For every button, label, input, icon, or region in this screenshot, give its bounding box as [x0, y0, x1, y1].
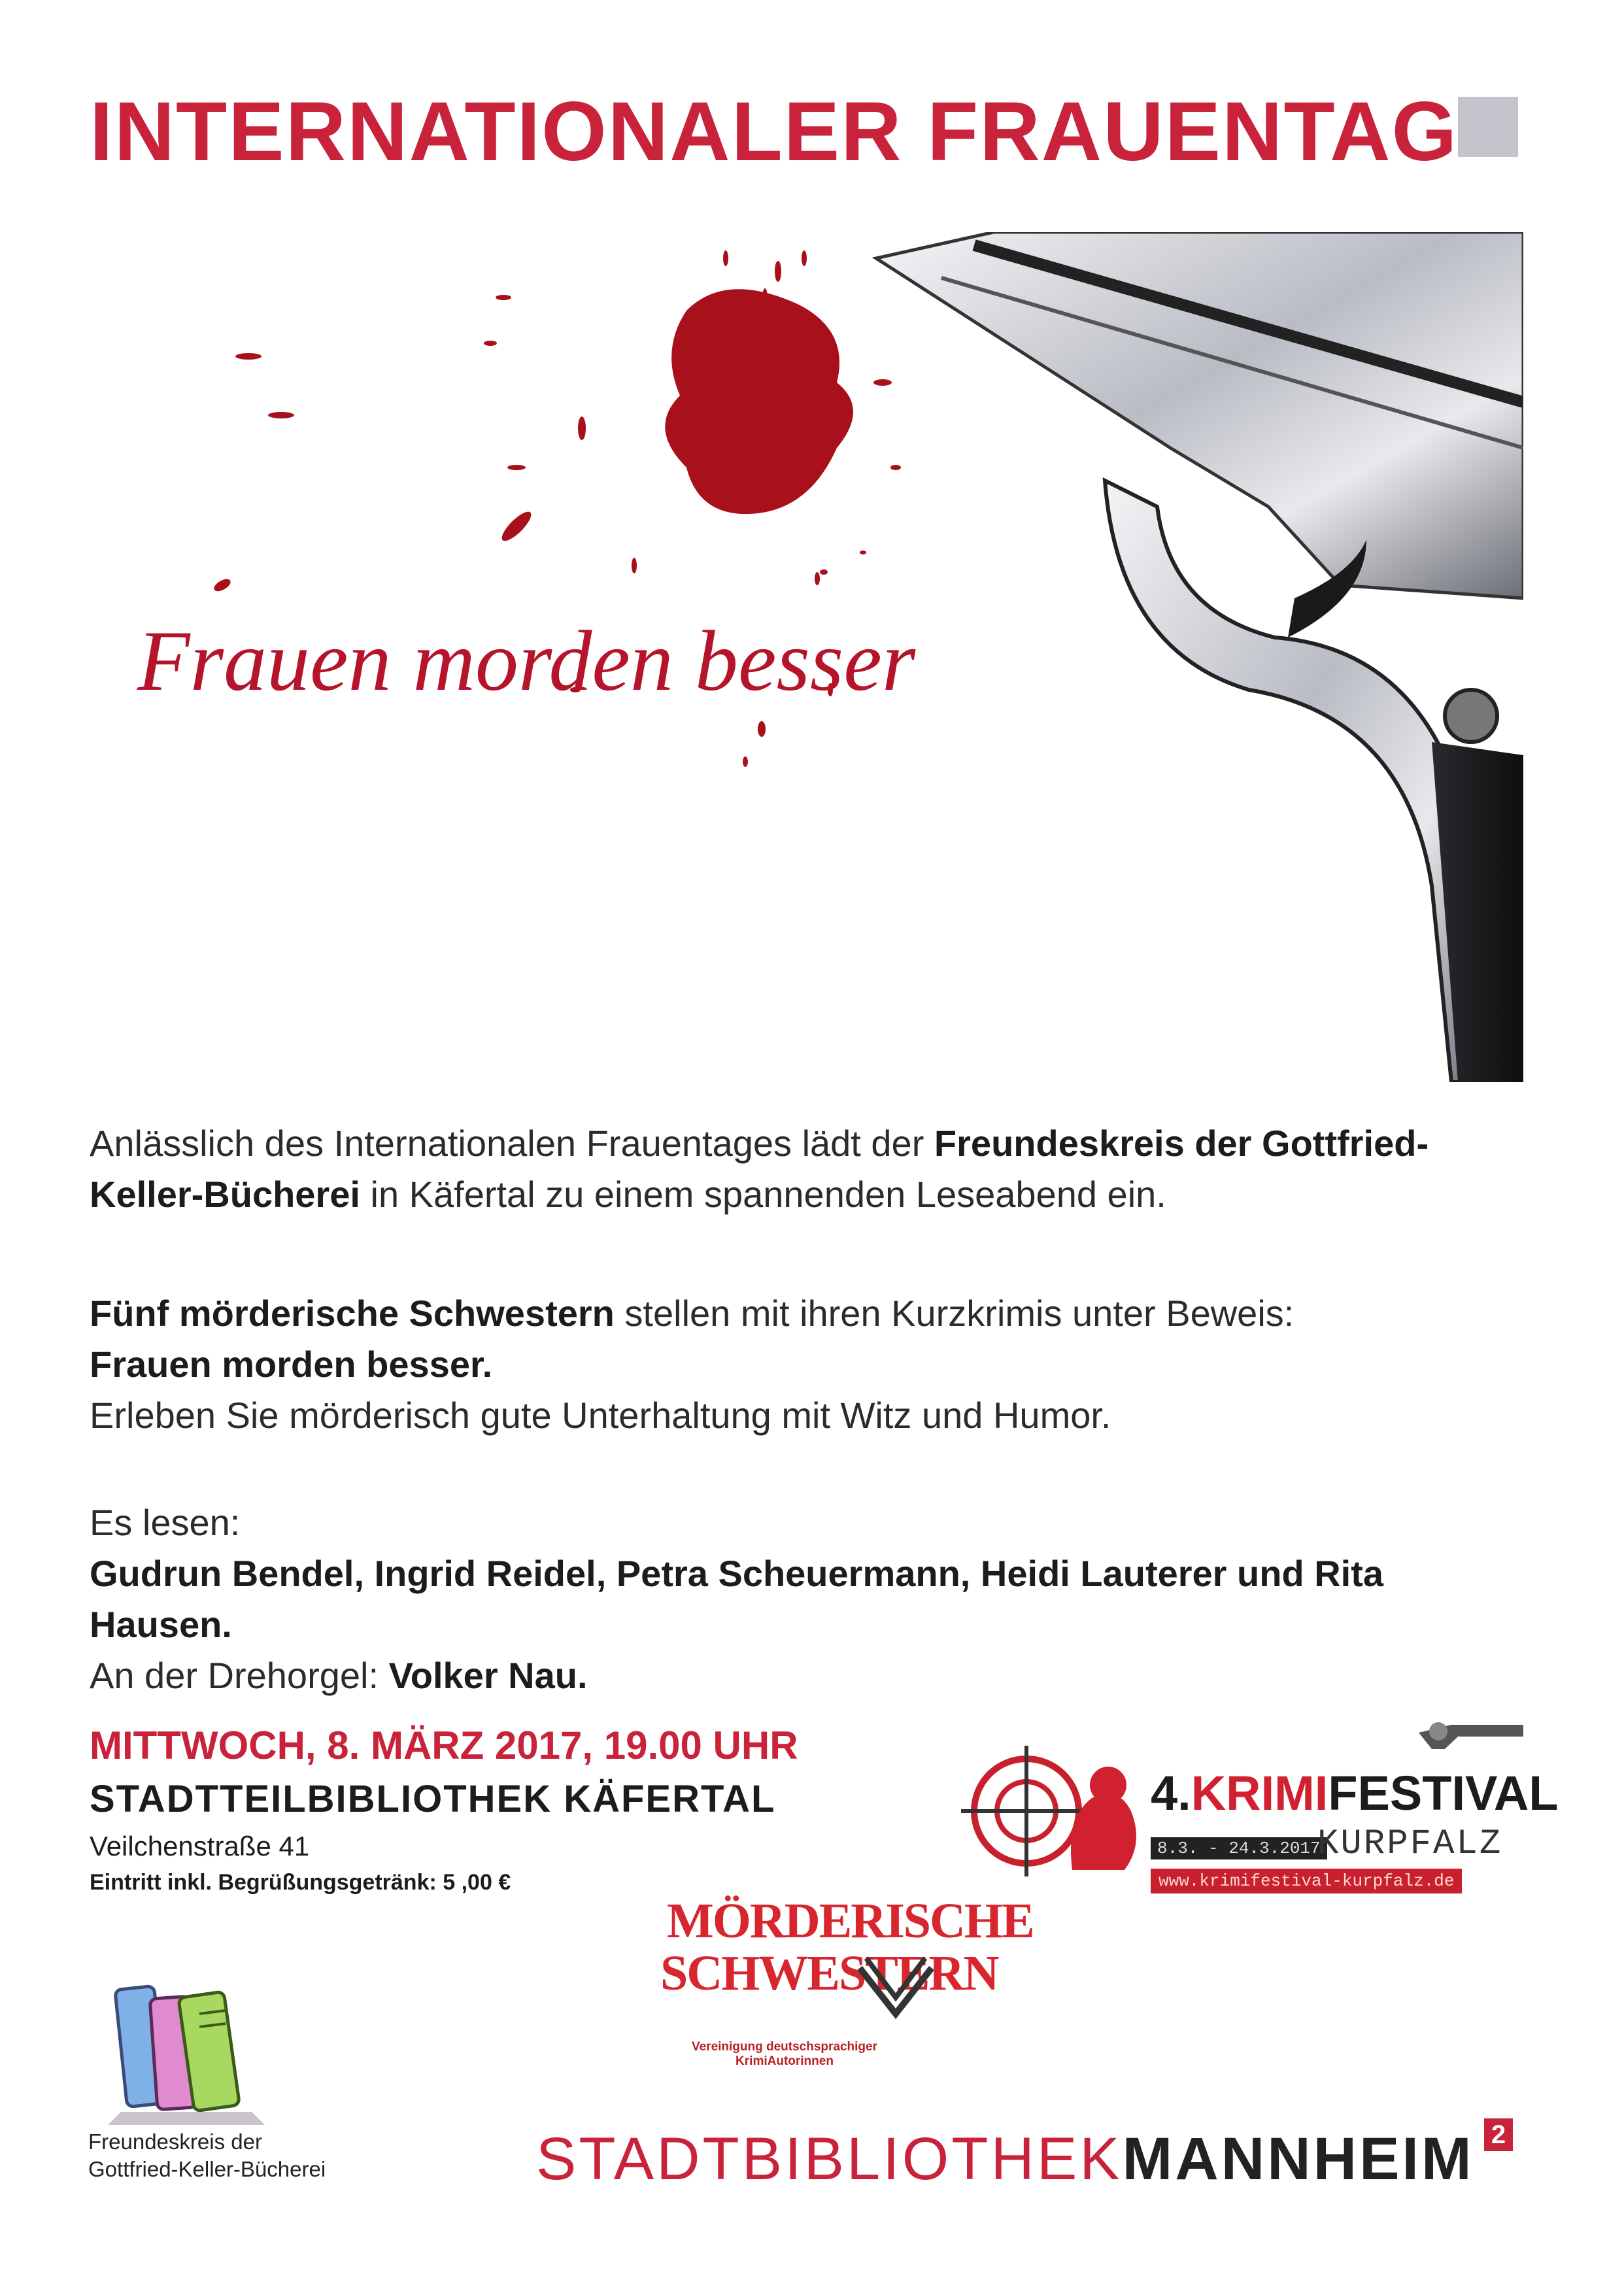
krimifestival-logo	[955, 1713, 1559, 1909]
page-title: INTERNATIONALER FRAUENTAG	[90, 85, 1459, 178]
intro-paragraph	[90, 1118, 1534, 1220]
hero-image	[124, 232, 1523, 1082]
theme-motto: Frauen morden besser.	[90, 1344, 493, 1385]
krimifestival-dates: 8.3. - 24.3.2017	[1151, 1837, 1327, 1859]
krimifestival-word-red: KRIMI	[1191, 1766, 1328, 1820]
mannheim-word: MANNHEIM	[1122, 2126, 1474, 2192]
ms-line2: SCHWESTERN	[660, 1946, 998, 2001]
intro-organizer: Freundeskreis der Gottfried-Keller-Bücherei	[90, 1123, 1429, 1215]
krimifestival-region: KURPFALZ	[1317, 1824, 1503, 1864]
organ-label: An der Drehorgel:	[90, 1655, 389, 1696]
event-street: Veilchenstraße 41	[90, 1831, 310, 1861]
krimifestival-title	[1151, 1765, 1559, 1821]
mannheim-superscript-badge: 2	[1484, 2118, 1513, 2151]
krimifestival-url: www.krimifestival-kurpfalz.de	[1151, 1869, 1462, 1893]
checkmark-icon	[856, 1948, 935, 2027]
theme-paragraph	[90, 1288, 1534, 1441]
stadtbibliothek-word: STADTBIBLIOTHEK	[536, 2126, 1123, 2192]
organ-player: Volker Nau.	[388, 1655, 588, 1696]
crosshair-icon	[955, 1739, 1151, 1883]
readers-names: Gudrun Bendel, Ingrid Reidel, Petra Scheuermann, Heidi Lauterer und Rita Hausen.	[90, 1553, 1384, 1645]
krimifestival-word-dark: FESTIVAL	[1328, 1766, 1559, 1820]
moerderische-schwestern-logo	[641, 1893, 1034, 2082]
event-venue: STADTTEILBIBLIOTHEK KÄFERTAL	[90, 1778, 776, 1820]
krimifestival-number: 4.	[1151, 1766, 1191, 1820]
freundeskreis-caption	[88, 2128, 326, 2183]
theme-text: stellen mit ihren Kurzkrimis unter Beweis:	[614, 1293, 1294, 1334]
theme-description: Erleben Sie mörderisch gute Unterhaltung mit Witz und Humor.	[90, 1395, 1111, 1436]
books-icon	[101, 1961, 271, 2131]
revolver-icon	[1412, 1713, 1530, 1752]
decorative-square	[1458, 97, 1518, 157]
event-date: MITTWOCH, 8. MÄRZ 2017, 19.00 UHR	[90, 1723, 798, 1767]
intro-text-c: in Käfertal zu einem spannenden Leseabend ein.	[360, 1174, 1166, 1215]
ms-subtitle-2: KrimiAutorinnen	[736, 2054, 834, 2068]
gun-and-blood-illustration	[124, 232, 1523, 1082]
readers-label: Es lesen:	[90, 1502, 241, 1543]
books-logo	[101, 1961, 271, 2131]
event-fee: Eintritt inkl. Begrüßungsgetränk: 5 ,00 €	[90, 1870, 511, 1895]
stadtbibliothek-logo	[536, 2125, 1474, 2194]
ms-line1: MÖRDERISCHE	[667, 1893, 1034, 1948]
intro-text-a: Anlässlich des Internationalen Frauentages lädt der	[90, 1123, 934, 1164]
theme-authors: Fünf mörderische Schwestern	[90, 1293, 615, 1334]
readers-paragraph	[90, 1497, 1534, 1701]
freundeskreis-line2: Gottfried-Keller-Bücherei	[88, 2157, 326, 2181]
freundeskreis-line1: Freundeskreis der	[88, 2130, 262, 2154]
hero-script-title: Frauen morden besser	[137, 613, 916, 709]
ms-subtitle-1: Vereinigung deutschsprachiger	[691, 2040, 878, 2054]
